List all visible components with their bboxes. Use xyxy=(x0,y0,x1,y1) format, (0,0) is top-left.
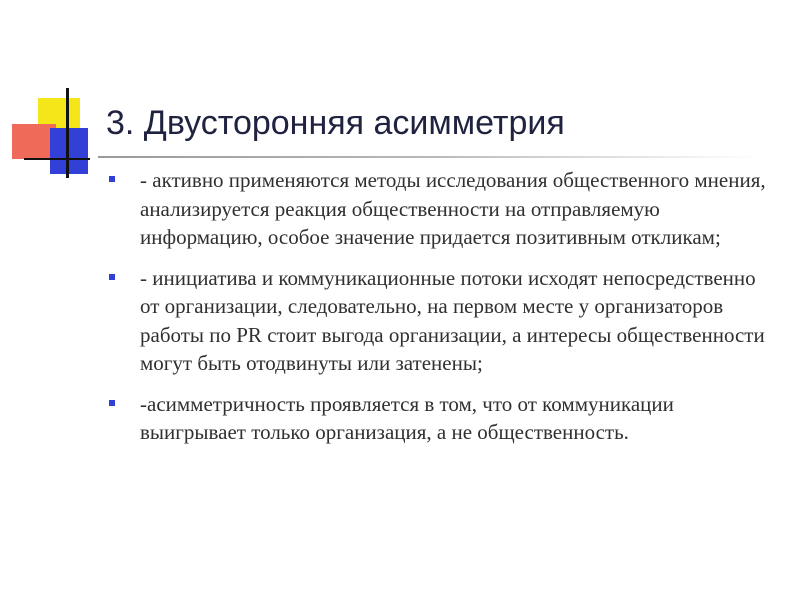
bullet-item xyxy=(100,390,780,447)
bullet-item xyxy=(100,166,780,252)
slide-title: 3. Двусторонняя асимметрия xyxy=(106,104,565,142)
square-bullet-icon xyxy=(109,274,115,280)
bullet-text: - инициатива и коммуникационные потоки исходят непосредственно от организации, следовательно, на первом месте у организаторов работы по PR стоит выгода организации, а интересы общественности могут быть отодвинуты или затенены; xyxy=(140,265,765,375)
bullet-text: -асимметричность проявляется в том, что от коммуникации выигрывает только организация, а не общественность. xyxy=(140,391,674,444)
square-bullet-icon xyxy=(109,400,115,406)
bullet-text: - активно применяются методы исследования общественного мнения, анализируется реакция общественности на отправляемую информацию, особое значение придается позитивным откликам; xyxy=(140,168,766,249)
title-underline xyxy=(98,156,758,158)
vertical-rule xyxy=(66,88,69,178)
bullet-item xyxy=(100,264,780,378)
square-bullet-icon xyxy=(109,176,115,182)
bullet-list xyxy=(100,166,780,459)
horizontal-rule xyxy=(24,158,90,160)
blue-square xyxy=(50,128,88,174)
